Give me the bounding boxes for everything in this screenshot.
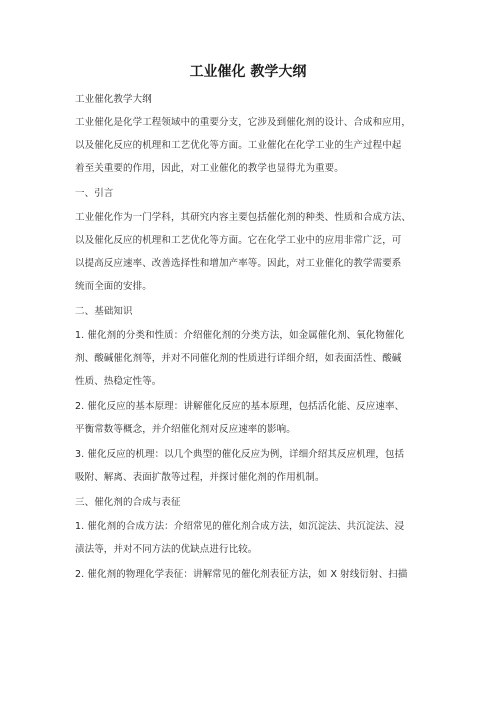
list-item-line: 吸附、解离、表面扩散等过程，并探讨催化剂的作用机制。 xyxy=(75,472,325,483)
list-item-line: 1. 催化剂的分类和性质：介绍催化剂的分类方法，如金属催化剂、氧化物催化 xyxy=(75,330,405,341)
list-item-line: 2. 催化反应的基本原理：讲解催化反应的基本原理，包括活化能、反应速率、 xyxy=(75,401,405,412)
paragraph-line: 以提高反应速率、改善选择性和增加产率等。因此，对工业催化的教学需要系 xyxy=(75,258,402,269)
paragraph-line: 以及催化反应的机理和工艺优化等方面。它在化学工业中的应用非常广泛，可 xyxy=(75,235,402,246)
section-heading: 二、基础知识 xyxy=(75,306,133,317)
paragraph-line: 工业催化是化学工程领域中的重要分支，它涉及到催化剂的设计、合成和应用， xyxy=(75,117,412,128)
list-item-line: 性质、热稳定性等。 xyxy=(75,376,162,387)
document-title: 工业催化 教学大纲 xyxy=(189,64,307,80)
subtitle-line: 工业催化教学大纲 xyxy=(75,94,152,105)
paragraph-line: 以及催化反应的机理和工艺优化等方面。工业催化在化学工业的生产过程中起 xyxy=(75,140,402,151)
paragraph-line: 统而全面的安排。 xyxy=(75,281,152,292)
list-item-line: 渍法等，并对不同方法的优缺点进行比较。 xyxy=(75,544,258,555)
paragraph-line: 着至关重要的作用，因此，对工业催化的教学也显得尤为重要。 xyxy=(75,163,344,174)
list-item-line: 3. 催化反应的机理：以几个典型的催化反应为例，详细介绍其反应机理，包括 xyxy=(75,449,405,460)
list-item-line: 平衡常数等概念，并介绍催化剂对反应速率的影响。 xyxy=(75,424,296,435)
list-item-line: 2. 催化剂的物理化学表征：讲解常见的催化剂表征方法，如 X 射线衍射、扫描 xyxy=(75,569,408,580)
paragraph-line: 工业催化作为一门学科，其研究内容主要包括催化剂的种类、性质和合成方法、 xyxy=(75,212,412,223)
section-heading: 一、引言 xyxy=(75,188,114,199)
section-heading: 三、催化剂的合成与表征 xyxy=(75,497,181,508)
list-item-line: 剂、酸碱催化剂等，并对不同催化剂的性质进行详细介绍，如表面活性、酸碱 xyxy=(75,353,402,364)
list-item-line: 1. 催化剂的合成方法：介绍常见的催化剂合成方法，如沉淀法、共沉淀法、浸 xyxy=(75,521,405,532)
